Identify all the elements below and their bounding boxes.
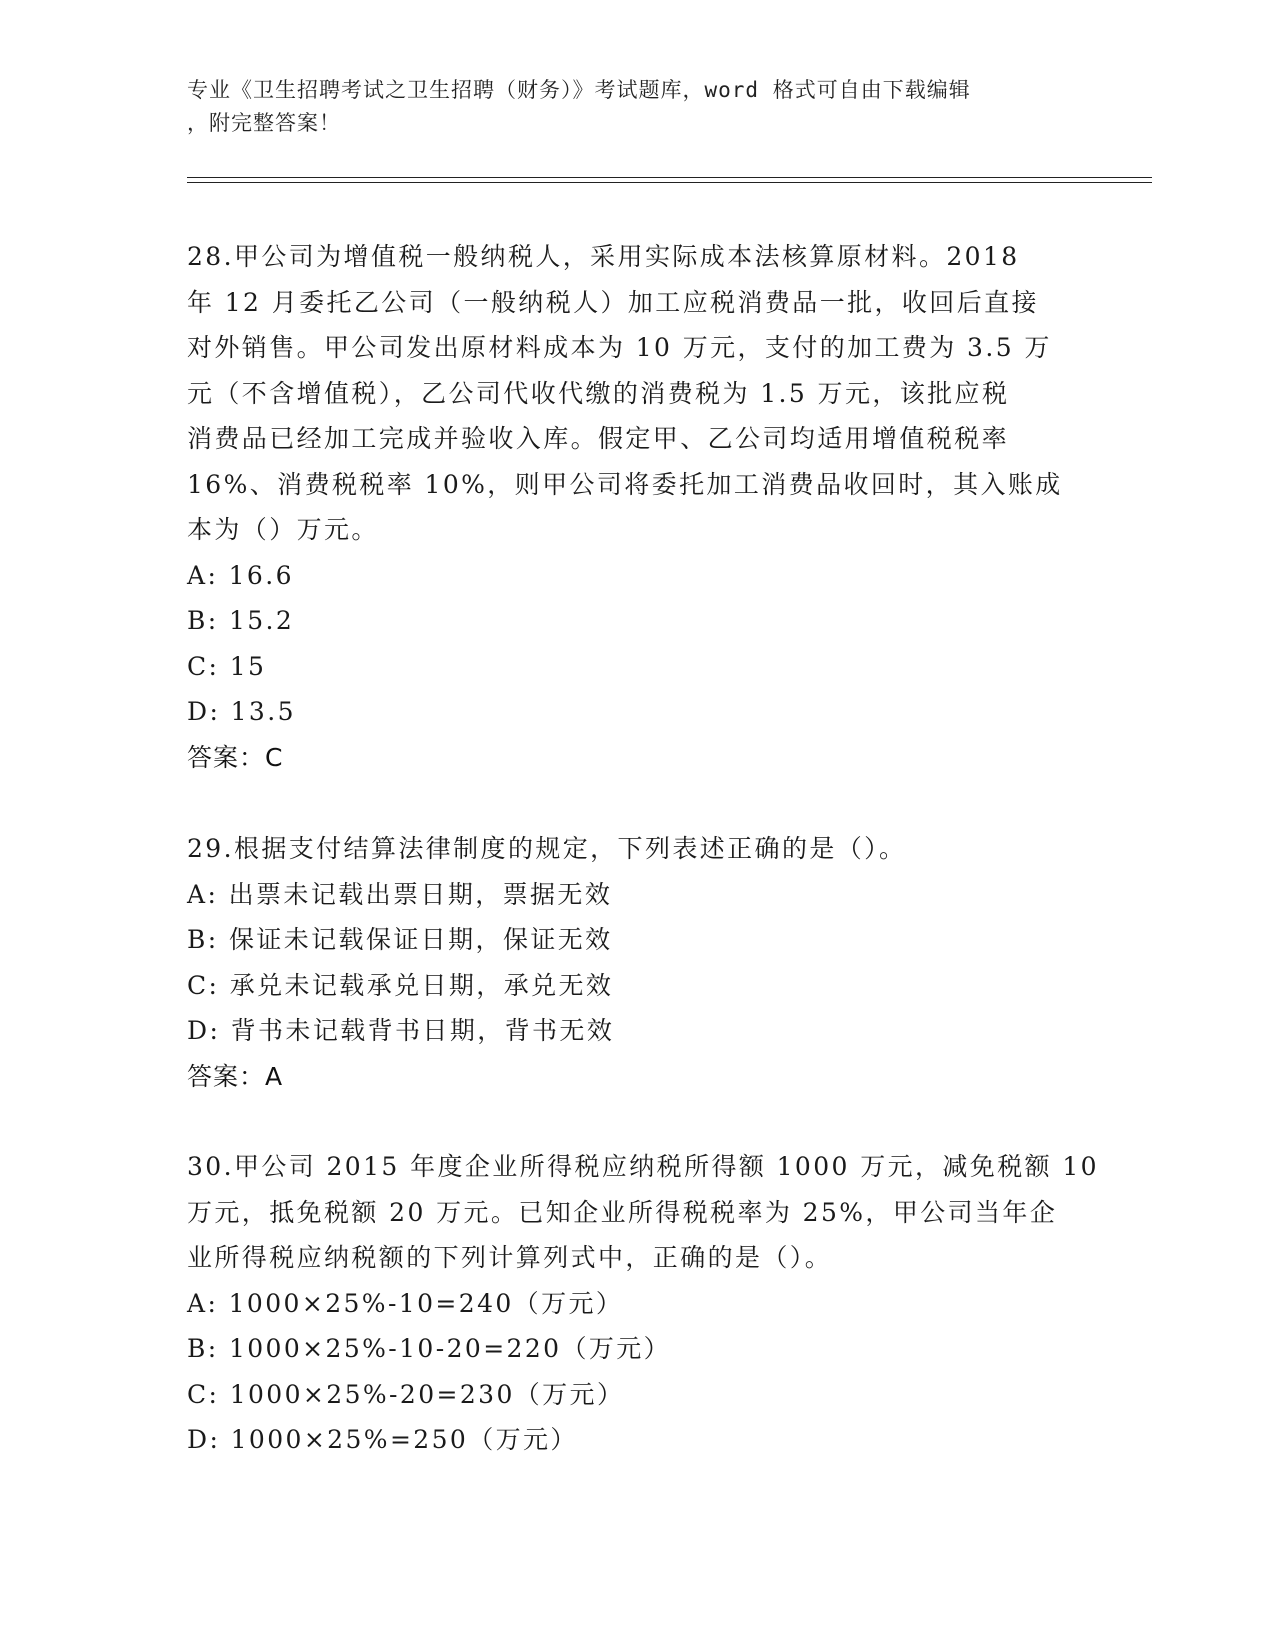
option-b: B: 1000×25%-10-20=220（万元） [187, 1334, 672, 1363]
header-rule-top [187, 177, 1152, 178]
header-rule-bottom [187, 182, 1152, 183]
question-text-line: 30.甲公司 2015 年度企业所得税应纳税所得额 1000 万元，减免税额 10 [187, 1152, 1099, 1181]
option-a: A: 出票未记载出票日期，票据无效 [187, 879, 613, 909]
option-d: D: 背书未记载背书日期，背书无效 [187, 1016, 615, 1045]
question-28 [187, 234, 1087, 780]
option-c: C: 承兑未记载承兑日期，承兑无效 [187, 970, 614, 1000]
question-text-line: 业所得税应纳税额的下列计算列式中，正确的是（）。 [187, 1243, 833, 1272]
option-a: A: 16.6 [187, 560, 294, 590]
option-b: B: 保证未记载保证日期，保证无效 [187, 925, 613, 954]
option-d: D: 1000×25%=250（万元） [187, 1425, 578, 1454]
question-text-line: 对外销售。甲公司发出原材料成本为 10 万元，支付的加工费为 3.5 万 [187, 333, 1052, 362]
question-list [187, 234, 1099, 1463]
question-text-line: 28.甲公司为增值税一般纳税人，采用实际成本法核算原材料。2018 [187, 242, 1020, 271]
option-a: A: 1000×25%-10=240（万元） [187, 1288, 624, 1318]
spacer [187, 1099, 1087, 1144]
question-text-line: 万元，抵免税额 20 万元。已知企业所得税税率为 25%，甲公司当年企 [187, 1197, 1058, 1227]
question-text-line: 元（不含增值税），乙公司代收代缴的消费税为 1.5 万元，该批应税 [187, 378, 1010, 408]
header-line-2: ，附完整答案！ [187, 111, 341, 135]
option-b: B: 15.2 [187, 606, 295, 635]
answer-label: 答案：C [187, 742, 284, 772]
question-text-line: 本为（）万元。 [187, 515, 379, 544]
question-29 [187, 826, 1087, 1099]
question-text-line: 16%、消费税税率 10%，则甲公司将委托加工消费品收回时，其入账成 [187, 469, 1063, 499]
option-c: C: 15 [187, 651, 267, 681]
answer-label: 答案：A [187, 1061, 284, 1091]
spacer [187, 780, 1087, 826]
question-30 [187, 1144, 1099, 1463]
option-c: C: 1000×25%-20=230（万元） [187, 1379, 625, 1409]
option-d: D: 13.5 [187, 697, 296, 726]
question-text-line: 年 12 月委托乙公司（一般纳税人）加工应税消费品一批，收回后直接 [187, 287, 1039, 317]
header-line-1: 专业《卫生招聘考试之卫生招聘（财务）》考试题库，word 格式可自由下载编辑 [187, 78, 971, 102]
question-text-line: 消费品已经加工完成并验收入库。假定甲、乙公司均适用增值税税率 [187, 424, 1010, 453]
document-header [187, 74, 1067, 140]
question-text-line: 29.根据支付结算法律制度的规定，下列表述正确的是（）。 [187, 834, 907, 863]
